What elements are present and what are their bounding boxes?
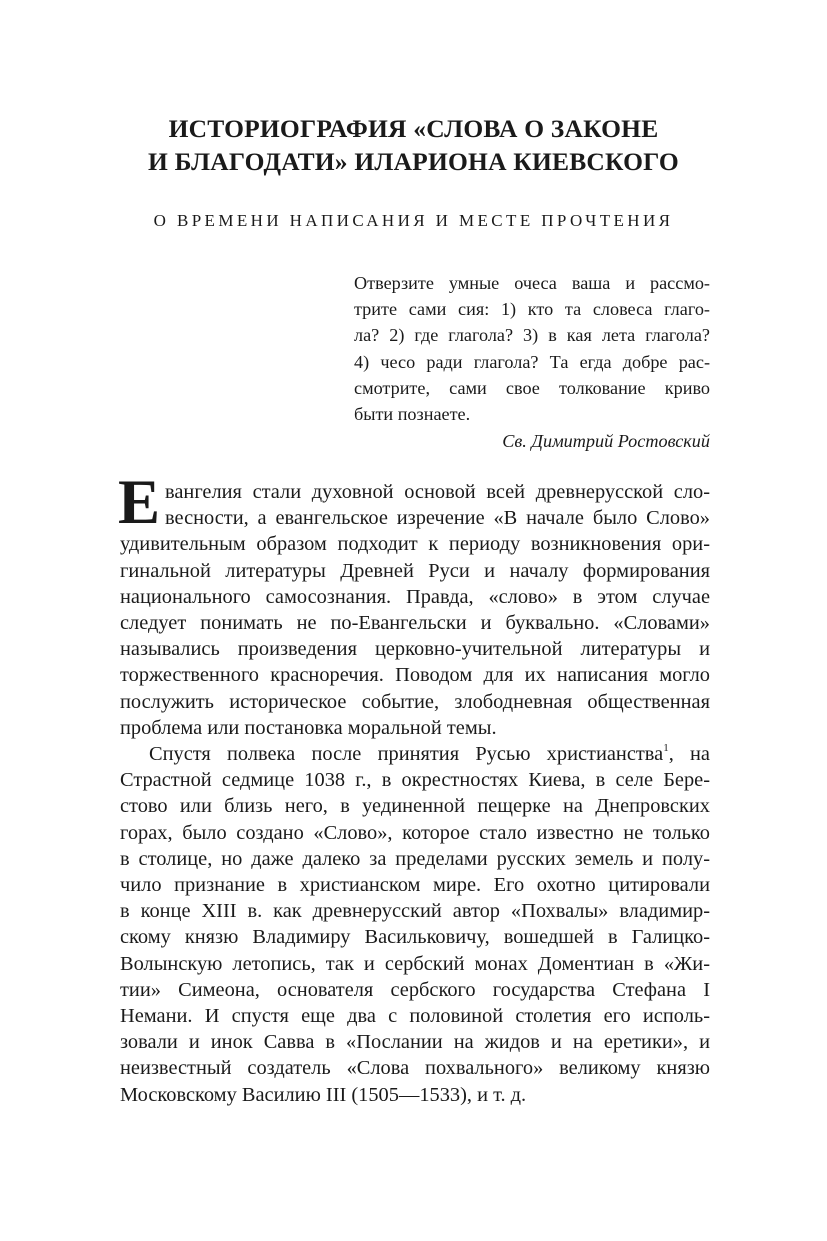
body-line: национального самосознания. Правда, «слово» в этом случае (120, 585, 710, 608)
body-line: в столице, но даже далеко за пределами русских земель и полу- (120, 847, 710, 870)
body-line: стово или близь него, в уединенной пещерке на Днепровских (120, 795, 710, 818)
epigraph-line: Отверзите умные очеса ваша и рассмо- (354, 273, 710, 293)
body-line: весности, а евангельское изречение «В начале было Слово» (165, 507, 710, 530)
body-line: скому князю Владимиру Васильковичу, вошедшей в Галицко- (120, 926, 710, 949)
body-line-text: Спустя полвека после принятия Русью христианства (149, 743, 664, 766)
epigraph-line: 4) чесо ради глагола? Та егда добре рас- (354, 351, 710, 372)
body-line: чило признание в христианском мире. Его охотно цитировали (120, 874, 710, 897)
drop-cap: Е (118, 467, 161, 537)
chapter-title (120, 112, 707, 178)
body-line: следует понимать не по-Евангельски и буквально. «Словами» (120, 612, 710, 635)
chapter-subtitle: О ВРЕМЕНИ НАПИСАНИЯ И МЕСТЕ ПРОЧТЕНИЯ (153, 211, 674, 230)
epigraph-line: смотрите, сами свое толкование криво (354, 377, 710, 398)
body-line: послужить историческое событие, злободневная общественная (120, 690, 710, 713)
body-line: тии» Симеона, основателя сербского государства Стефана I (120, 978, 710, 1001)
body-line: горах, было создано «Слово», которое стало известно не только (120, 821, 710, 844)
epigraph-line: трите сами сия: 1) кто та словеса глаго- (354, 299, 710, 320)
body-line: в конце XIII в. как древнерусский автор «Похвалы» владимир- (120, 900, 710, 923)
epigraph-line: быти познаете. (354, 404, 471, 425)
body-line: назывались произведения церковно-учительной литературы и (120, 638, 710, 661)
epigraph (354, 270, 710, 454)
body-text (118, 467, 710, 1108)
body-line: вангелия стали духовной основой всей древнерусской сло- (165, 481, 710, 503)
body-line: Московскому Василию III (1505—1533), и т. д. (120, 1083, 527, 1106)
epigraph-line: ла? 2) где глагола? 3) в кая лета глагола? (354, 325, 710, 346)
chapter-title-line-2: И БЛАГОДАТИ» ИЛАРИОНА КИЕВСКОГО (148, 147, 679, 176)
body-line: Волынскую летопись, так и сербский монах Доментиан в «Жи- (120, 952, 710, 975)
body-line: Немани. И спустя еще два с половиной столетия его исполь- (120, 1005, 710, 1028)
body-line: Страстной седмице 1038 г., в окрестностях Киева, в селе Бере- (120, 769, 710, 792)
body-line-tail: , на (668, 743, 710, 766)
footnote-marker[interactable]: 1 (663, 742, 669, 755)
body-line: неизвестный создатель «Слова похвального» великому князю (120, 1057, 710, 1080)
body-line: зовали и инок Савва в «Послании на жидов и на еретики», и (120, 1031, 710, 1054)
paragraph-1 (118, 467, 710, 741)
epigraph-author: Св. Димитрий Ростовский (502, 431, 710, 452)
body-line (120, 741, 710, 767)
body-line: торжественного красноречия. Поводом для их написания могло (120, 664, 710, 687)
body-line: удивительным образом подходит к периоду возникновения ори- (120, 533, 710, 556)
body-line: проблема или постановка моральной темы. (120, 716, 497, 739)
paragraph-2 (120, 741, 710, 1108)
chapter-title-line-1: ИСТОРИОГРАФИЯ «СЛОВА О ЗАКОНЕ (168, 114, 659, 143)
body-line: гинальной литературы Древней Руси и началу формирования (120, 559, 710, 582)
